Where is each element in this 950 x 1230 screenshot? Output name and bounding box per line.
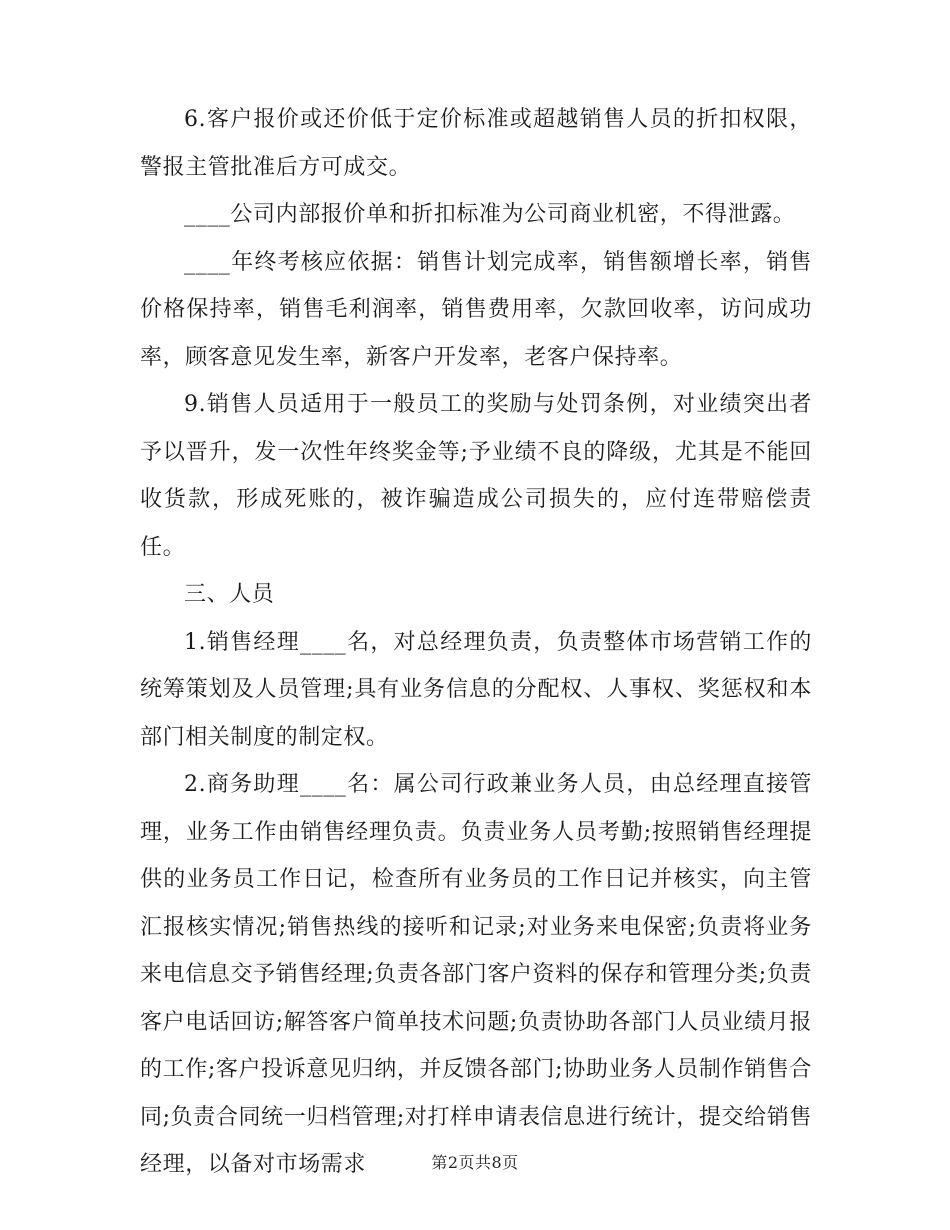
- document-body: [140, 96, 812, 1189]
- paragraph-business-assistant: 2.商务助理____名：属公司行政兼业务人员，由总经理直接管理，业务工作由销售经理负责。负责业务人员考勤;按照销售经理提供的业务员工作日记，检查所有业务员的工作日记并核实，向主管汇报核实情况;销售热线的接听和记录;对业务来电保密;负责将业务来电信息交予销售经理;负责各部门客户资料的保存和管理分类;负责客户电话回访;解答客户简单技术问题;负责协助各部门人员业绩月报的工作;客户投诉意见归纳，并反馈各部门;协助业务人员制作销售合同;负责合同统一归档管理;对打样申请表信息进行统计，提交给销售经理，以备对市场需求: [140, 772, 812, 1177]
- paragraph-9-rewards-penalties: 9.销售人员适用于一般员工的奖励与处罚条例，对业绩突出者予以晋升，发一次性年终奖金等;予业绩不良的降级，尤其是不能回收货款，形成死账的，被诈骗造成公司损失的，应付连带赔偿责任。: [140, 392, 812, 560]
- paragraph-6-quote-approval: 6.客户报价或还价低于定价标准或超越销售人员的折扣权限，警报主管批准后方可成交。: [140, 107, 812, 180]
- page-number-footer: 第2页共8页: [431, 1153, 519, 1172]
- paragraph-8-annual-review: ____年终考核应依据：销售计划完成率，销售额增长率，销售价格保持率，销售毛利润率，销售费用率，欠款回收率，访问成功率，顾客意见发生率，新客户开发率，老客户保持率。: [140, 249, 812, 370]
- paragraph-7-confidentiality: ____公司内部报价单和折扣标准为公司商业机密，不得泄露。: [184, 202, 796, 227]
- section-heading-personnel: 三、人员: [184, 582, 275, 607]
- paragraph-sales-manager: 1.销售经理____名，对总经理负责，负责整体市场营销工作的统筹策划及人员管理;具有业务信息的分配权、人事权、奖惩权和本部门相关制度的制定权。: [140, 629, 812, 750]
